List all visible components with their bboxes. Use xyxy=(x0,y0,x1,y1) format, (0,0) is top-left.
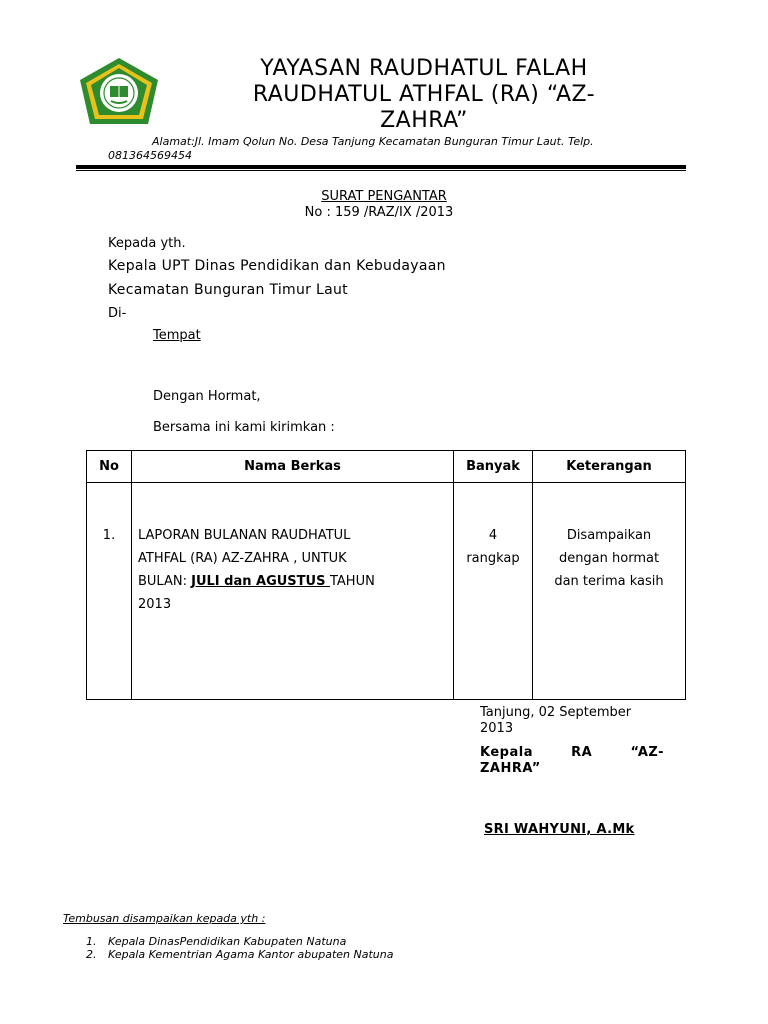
header-banyak: Banyak xyxy=(454,451,533,483)
nama-line2: ATHFAL (RA) AZ-ZAHRA , UNTUK xyxy=(138,551,347,566)
cc-item-number: 1. xyxy=(86,935,97,948)
role-line1 xyxy=(480,745,664,761)
intro-text: Bersama ini kami kirimkan : xyxy=(153,420,335,435)
place-date-line1: Tanjung, 02 September xyxy=(480,705,632,720)
banyak-count: 4 xyxy=(488,528,498,543)
address-line1: Alamat:Jl. Imam Qolun No. Desa Tanjung Kecamatan Bunguran Timur Laut. Telp. xyxy=(152,135,594,148)
address-phone: 081364569454 xyxy=(108,149,192,162)
letter-title-text: SURAT PENGANTAR xyxy=(321,189,447,204)
cell-nama-berkas xyxy=(132,483,454,700)
org-name-line1: YAYASAN RAUDHATUL FALAH xyxy=(260,56,588,81)
school-logo xyxy=(78,56,160,126)
cc-item-text: Kepala DinasPendidikan Kabupaten Natuna xyxy=(108,935,347,948)
letter-number: No : 159 /RAZ/IX /2013 xyxy=(304,205,454,220)
nama-line1: LAPORAN BULANAN RAUDHATUL xyxy=(138,528,351,543)
recipient-line1: Kepala UPT Dinas Pendidikan dan Kebudayaan xyxy=(108,258,446,274)
nama-line4: 2013 xyxy=(138,597,172,612)
banyak-unit: rangkap xyxy=(466,551,520,566)
header-divider-thick xyxy=(76,165,686,169)
cc-item-number: 2. xyxy=(86,948,97,961)
place-date-line2: 2013 xyxy=(480,721,514,736)
nama-line3-suffix: TAHUN xyxy=(329,574,375,589)
ket-line3: dan terima kasih xyxy=(554,574,664,589)
ket-line1: Disampaikan xyxy=(566,528,652,543)
org-name-line3: ZAHRA” xyxy=(380,108,468,133)
nama-line3 xyxy=(138,570,453,593)
document-table xyxy=(86,450,686,700)
signatory-name: SRI WAHYUNI, A.Mk xyxy=(484,822,635,837)
cell-no: 1. xyxy=(87,483,132,700)
cc-list xyxy=(86,935,393,961)
cell-keterangan xyxy=(533,483,686,700)
cc-item-text: Kepala Kementrian Agama Kantor abupaten Natuna xyxy=(108,948,394,961)
header-divider-thin xyxy=(76,170,686,171)
nama-months: JULI dan AGUSTUS xyxy=(191,574,330,589)
place-date xyxy=(480,705,666,737)
logo-emblem-icon xyxy=(78,56,160,126)
role-word2: RA xyxy=(571,745,593,760)
header-no: No xyxy=(87,451,132,483)
ket-line2: dengan hormat xyxy=(558,551,660,566)
org-name-line2: RAUDHATUL ATHFAL (RA) “AZ- xyxy=(252,82,596,107)
role-word3: “AZ- xyxy=(630,745,664,760)
table-header-row xyxy=(87,451,686,483)
role-line2: ZAHRA” xyxy=(480,761,541,776)
role-word1: Kepala xyxy=(480,745,533,760)
tempat-label: Tempat xyxy=(153,328,201,343)
nama-line3-prefix: BULAN: xyxy=(138,574,192,589)
di-label: Di- xyxy=(108,306,127,321)
signatory-role xyxy=(480,745,664,777)
list-item xyxy=(86,948,393,961)
salutation: Kepada yth. xyxy=(108,236,186,251)
list-item xyxy=(86,935,393,948)
greeting: Dengan Hormat, xyxy=(153,389,261,404)
header-keterangan: Keterangan xyxy=(533,451,686,483)
cell-banyak xyxy=(454,483,533,700)
cc-title: Tembusan disampaikan kepada yth : xyxy=(63,912,266,925)
header-nama-berkas: Nama Berkas xyxy=(132,451,454,483)
letter-title xyxy=(0,189,768,204)
table-row xyxy=(87,483,686,700)
recipient-line2: Kecamatan Bunguran Timur Laut xyxy=(108,282,348,298)
